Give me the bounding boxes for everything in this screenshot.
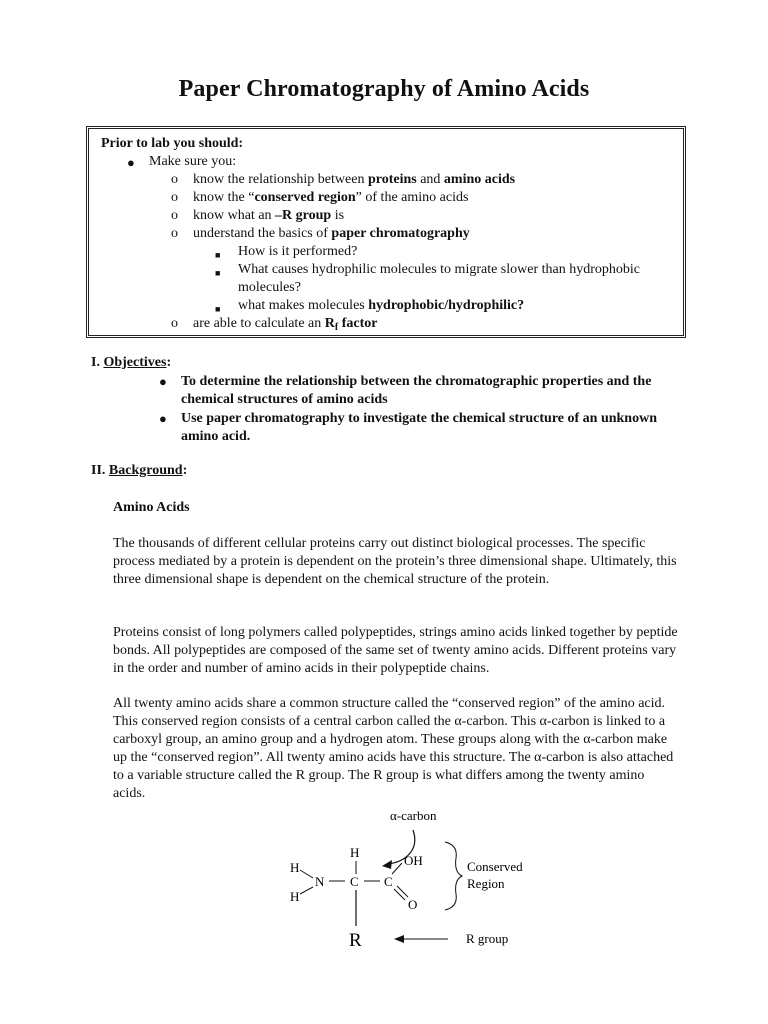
circle-bullet-icon: o: [171, 172, 178, 187]
prior-heading: Prior to lab you should:: [101, 136, 244, 151]
bond-line: [397, 886, 408, 897]
atom-h-2: H: [290, 889, 300, 904]
circle-bullet-icon: o: [171, 208, 178, 223]
prior-item-3: know what an –R group is: [193, 208, 345, 223]
paragraph: The thousands of different cellular proteins carry out distinct biological processes. The specific process mediated by a protein is dependent on the protein’s three dimensional shape. Ultimately, this three dimensional shape is dependent on the chemical structure of the protein.: [113, 536, 677, 587]
arrow-head: [382, 860, 392, 869]
bond-line: [394, 889, 405, 900]
prior-item-1: know the relationship between proteins and amino acids: [193, 172, 516, 187]
background-heading: II. Background:: [91, 463, 188, 478]
prior-item-4: understand the basics of paper chromatography: [193, 226, 470, 241]
objectives-heading: I. Objectives:: [91, 355, 172, 370]
bond-line: [300, 887, 313, 894]
prior-item-5: are able to calculate an $R_f$ factor: [193, 316, 378, 333]
make-sure-line: Make sure you:: [149, 154, 237, 169]
circle-bullet-icon: o: [171, 190, 178, 205]
atom-oh: OH: [404, 853, 423, 868]
atom-c-alpha: C: [350, 874, 359, 889]
bullet-icon: ●: [127, 155, 135, 170]
square-bullet-icon: ■: [215, 304, 221, 314]
atom-r: R: [349, 930, 362, 951]
alpha-carbon-label: α-carbon: [390, 808, 437, 823]
conserved-label-line-2: Region: [467, 876, 505, 891]
page-title: Paper Chromatography of Amino Acids: [178, 76, 590, 102]
prior-item-2: know the “conserved region” of the amino acids: [193, 190, 469, 205]
paragraph: All twenty amino acids share a common structure called the “conserved region” of the amino acid. This conserved region consists of a central carbon called the α-carbon. This α-carbon is linked to a carboxyl group, an amino group and a hydrogen atom. These groups along with the α-carbon make up the “conserved region”. All twenty amino acids have this structure. The α-carbon is also attached to a variable structure called the R group. The R group is what differs among the twenty amino acids.: [113, 696, 674, 801]
atom-h-top: H: [350, 845, 360, 860]
prior-subitem-3: what makes molecules hydrophobic/hydrophilic?: [238, 298, 525, 313]
bullet-icon: ●: [159, 411, 167, 426]
bullet-icon: ●: [159, 374, 167, 389]
amino-acid-structure-diagram: [0, 800, 768, 1020]
atom-o: O: [408, 897, 418, 912]
atom-h-1: H: [290, 860, 300, 875]
prior-subitem-1: How is it performed?: [238, 244, 358, 259]
prior-to-lab-box: [86, 126, 686, 338]
circle-bullet-icon: o: [171, 226, 178, 241]
prior-subitem-2-line-1: What causes hydrophilic molecules to migrate slower than hydrophobic: [238, 262, 641, 277]
r-group-label: R group: [466, 931, 509, 946]
paragraph: Proteins consist of long polymers called polypeptides, strings amino acids linked together by peptide bonds. All polypeptides are composed of the same set of twenty amino acids. Different proteins vary in the order and number of amino acids in their polypeptide chains.: [113, 625, 678, 676]
atom-c-carboxyl: C: [384, 874, 393, 889]
conserved-label-line-1: Conserved: [467, 859, 523, 874]
prior-subitem-2-line-2: molecules?: [238, 280, 301, 295]
objective-item: To determine the relationship between the chromatographic properties and the chemical structures of amino acids: [181, 374, 652, 407]
brace-icon: [445, 842, 462, 910]
bond-line: [392, 863, 402, 874]
bond-line: [300, 870, 313, 878]
atom-n: N: [315, 874, 325, 889]
arrow-head: [394, 935, 404, 943]
square-bullet-icon: ■: [215, 268, 221, 278]
amino-acids-subheading: Amino Acids: [113, 500, 190, 515]
square-bullet-icon: ■: [215, 250, 221, 260]
objective-item: Use paper chromatography to investigate the chemical structure of an unknown amino acid.: [181, 411, 657, 444]
circle-bullet-icon: o: [171, 316, 178, 331]
